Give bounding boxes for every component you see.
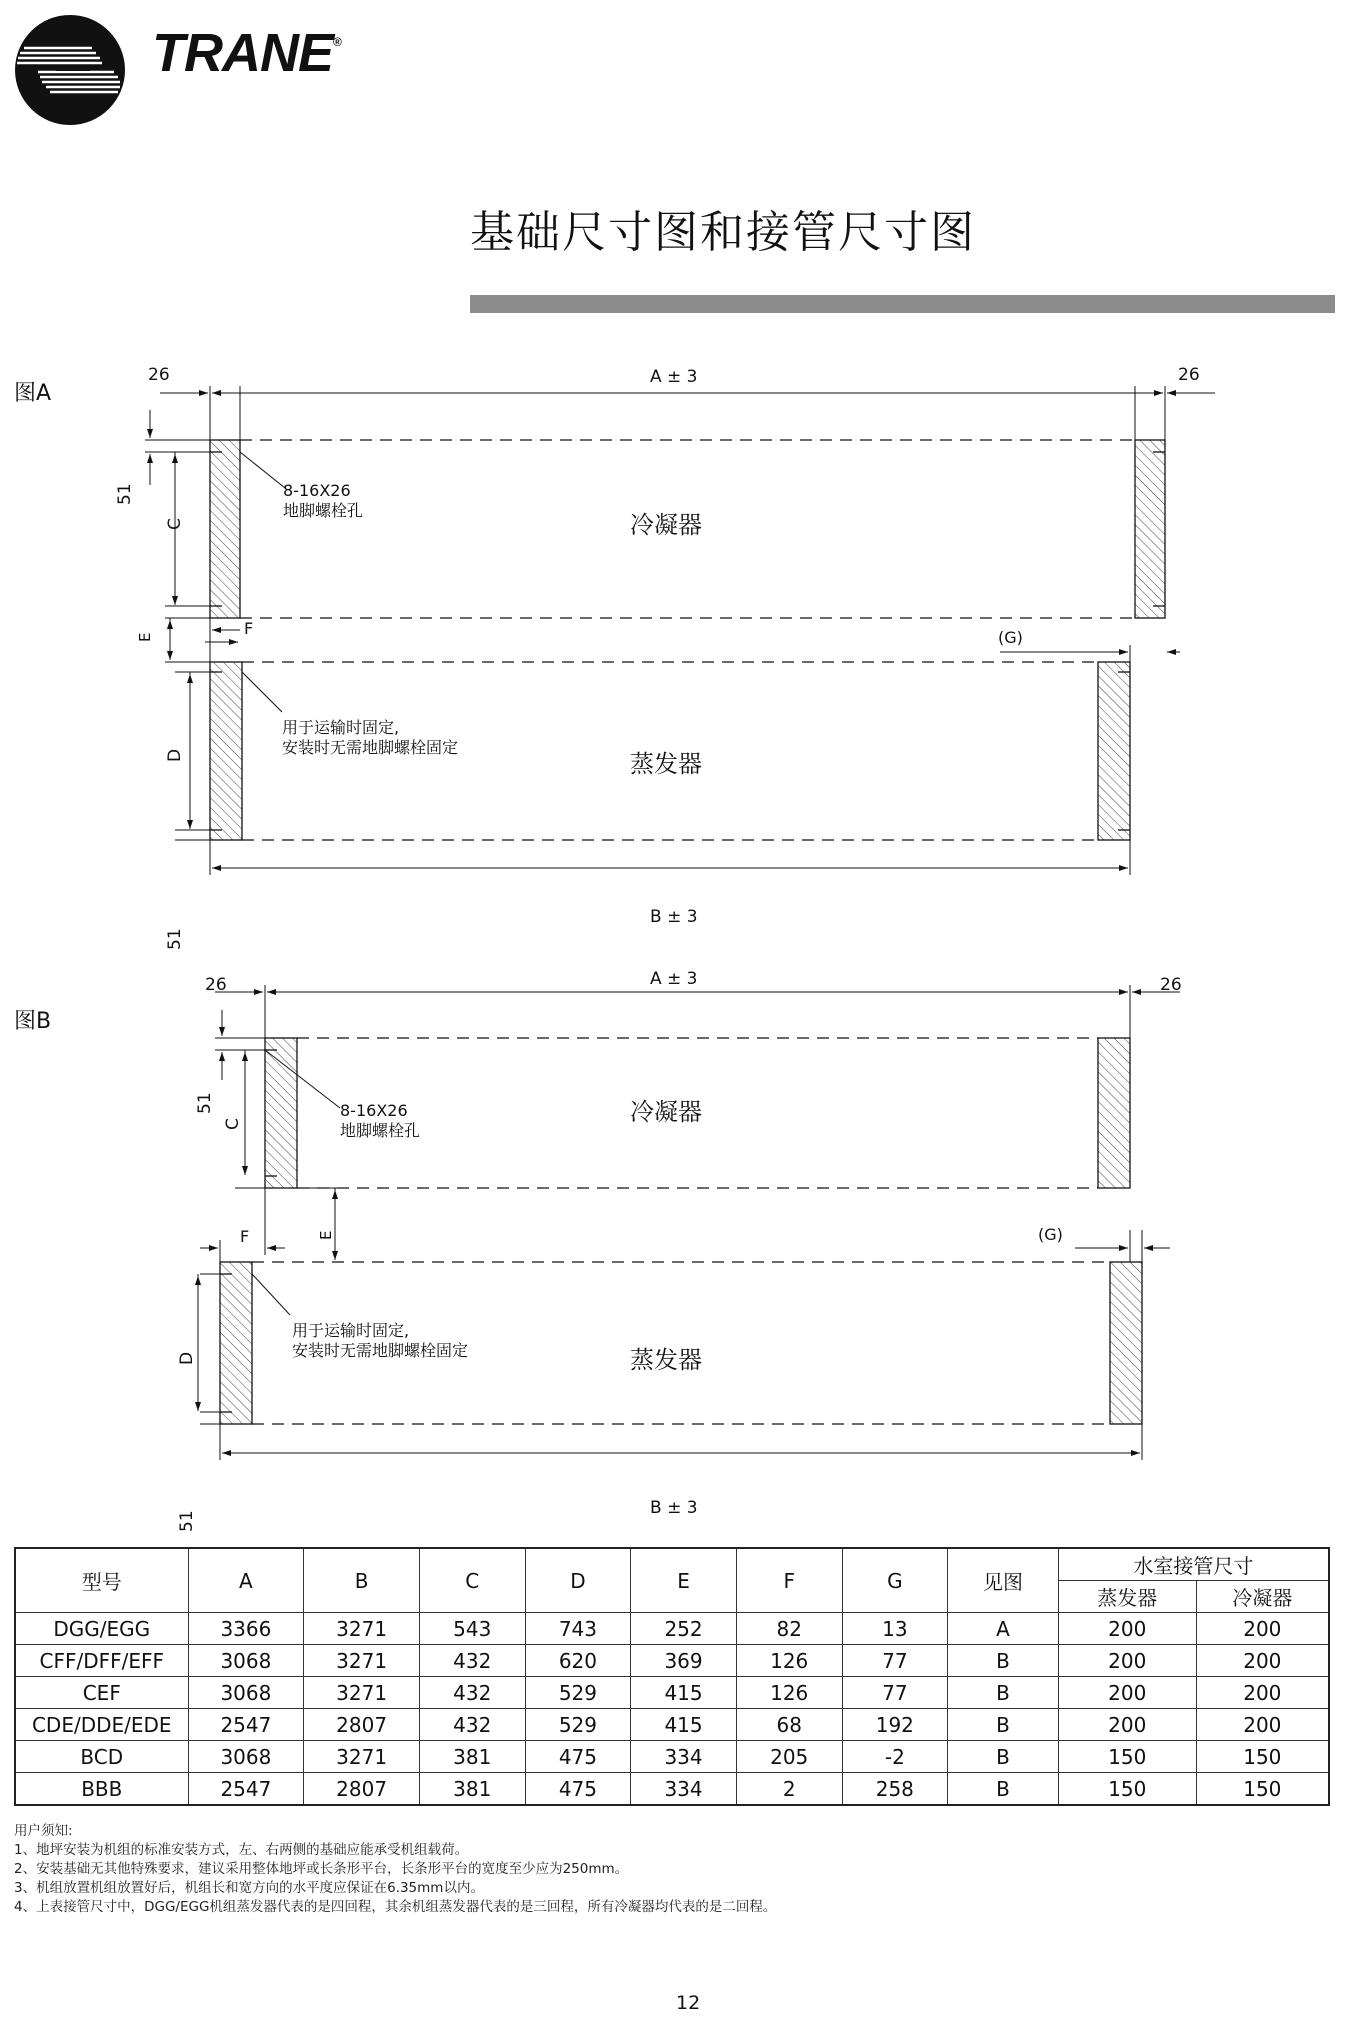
table-cell: 743 xyxy=(525,1613,631,1645)
header-e: E xyxy=(631,1548,737,1613)
fig-a-condenser-label: 冷凝器 xyxy=(630,511,702,539)
table-cell: 369 xyxy=(631,1645,737,1677)
table-cell: 77 xyxy=(842,1677,948,1709)
figure-b-labels xyxy=(177,969,1182,1532)
table-cell: CDE/DDE/EDE xyxy=(15,1709,188,1741)
fig-a-bolt-note-2: 地脚螺栓孔 xyxy=(283,501,364,520)
table-cell: 192 xyxy=(842,1709,948,1741)
table-cell: -2 xyxy=(842,1741,948,1773)
table-cell: 432 xyxy=(419,1645,525,1677)
table-cell: 3271 xyxy=(304,1645,420,1677)
table-cell: BBB xyxy=(15,1773,188,1806)
fig-b-transport-note-2: 安装时无需地脚螺栓固定 xyxy=(292,1341,469,1360)
table-cell: 2547 xyxy=(188,1773,304,1806)
fig-a-bolt-note-1: 8-16X26 xyxy=(283,481,351,500)
table-cell: 3068 xyxy=(188,1645,304,1677)
page-number: 12 xyxy=(676,1992,701,2014)
table-cell: 200 xyxy=(1058,1613,1196,1645)
header-a: A xyxy=(188,1548,304,1613)
table-cell: DGG/EGG xyxy=(15,1613,188,1645)
table-cell: 3271 xyxy=(304,1613,420,1645)
table-cell: 252 xyxy=(631,1613,737,1645)
table-cell: 77 xyxy=(842,1645,948,1677)
fig-a-dim-a: A ± 3 xyxy=(650,367,698,387)
table-cell: B xyxy=(948,1677,1059,1709)
table-cell: B xyxy=(948,1709,1059,1741)
figure-a-labels xyxy=(115,365,1200,950)
table-cell: 334 xyxy=(631,1741,737,1773)
table-cell: 3271 xyxy=(304,1677,420,1709)
table-cell: 150 xyxy=(1058,1773,1196,1806)
table-cell: 200 xyxy=(1196,1645,1329,1677)
user-notes xyxy=(14,1822,776,1917)
fig-b-bolt-note-1: 8-16X26 xyxy=(340,1101,408,1120)
header-model: 型号 xyxy=(15,1548,188,1613)
header-see-figure: 见图 xyxy=(948,1548,1059,1613)
table-cell: 529 xyxy=(525,1709,631,1741)
table-cell: 2547 xyxy=(188,1709,304,1741)
fig-b-dim-a: A ± 3 xyxy=(650,969,698,989)
table-cell: B xyxy=(948,1773,1059,1806)
table-row xyxy=(15,1645,1329,1677)
fig-a-transport-note-2: 安装时无需地脚螺栓固定 xyxy=(282,738,459,757)
table-cell: 2807 xyxy=(304,1773,420,1806)
table-header-row xyxy=(15,1548,1329,1581)
trane-logo-icon xyxy=(14,14,126,126)
table-cell: 200 xyxy=(1196,1677,1329,1709)
table-cell: 126 xyxy=(736,1645,842,1677)
fig-b-evaporator-label: 蒸发器 xyxy=(630,1346,702,1374)
table-cell: 258 xyxy=(842,1773,948,1806)
fig-b-dim-b: B ± 3 xyxy=(650,1498,698,1518)
title-underline-bar xyxy=(470,295,1335,313)
table-cell: 381 xyxy=(419,1741,525,1773)
note-item: 3、机组放置机组放置好后，机组长和宽方向的水平度应保证在6.35mm以内。 xyxy=(14,1880,484,1896)
header-evaporator: 蒸发器 xyxy=(1058,1581,1196,1613)
notes-heading: 用户须知: xyxy=(14,1823,73,1839)
note-item: 1、地坪安装为机组的标准安装方式，左、右两侧的基础应能承受机组载荷。 xyxy=(14,1842,469,1858)
table-cell: A xyxy=(948,1613,1059,1645)
figure-b-drawing xyxy=(198,985,1180,1460)
table-cell: B xyxy=(948,1645,1059,1677)
table-row xyxy=(15,1677,1329,1709)
table-cell: 415 xyxy=(631,1709,737,1741)
table-cell: 432 xyxy=(419,1709,525,1741)
header-condenser: 冷凝器 xyxy=(1196,1581,1329,1613)
fig-a-dim-c: C xyxy=(165,518,185,530)
header-g: G xyxy=(842,1548,948,1613)
table-cell: 475 xyxy=(525,1741,631,1773)
table-cell: 205 xyxy=(736,1741,842,1773)
table-cell: 432 xyxy=(419,1677,525,1709)
table-cell: CEF xyxy=(15,1677,188,1709)
table-cell: 13 xyxy=(842,1613,948,1645)
fig-a-dim-51-bottom: 51 xyxy=(165,928,185,950)
table-cell: 2807 xyxy=(304,1709,420,1741)
table-cell: BCD xyxy=(15,1741,188,1773)
table-cell: 475 xyxy=(525,1773,631,1806)
fig-b-dim-51-bottom: 51 xyxy=(177,1510,197,1532)
fig-b-condenser-label: 冷凝器 xyxy=(630,1098,702,1126)
figure-a-label: 图A xyxy=(14,381,52,406)
header-d: D xyxy=(525,1548,631,1613)
figure-b-label: 图B xyxy=(14,1009,52,1034)
table-cell: 200 xyxy=(1058,1709,1196,1741)
fig-b-bolt-note-2: 地脚螺栓孔 xyxy=(340,1121,421,1140)
table-cell: CFF/DFF/EFF xyxy=(15,1645,188,1677)
table-cell: 150 xyxy=(1058,1741,1196,1773)
table-cell: B xyxy=(948,1741,1059,1773)
table-cell: 415 xyxy=(631,1677,737,1709)
fig-b-dim-f: F xyxy=(240,1227,250,1246)
table-cell: 3068 xyxy=(188,1741,304,1773)
header-water-box: 水室接管尺寸 xyxy=(1058,1548,1329,1581)
note-item: 4、上表接管尺寸中，DGG/EGG机组蒸发器代表的是四回程，其余机组蒸发器代表的是三回程，所有冷凝器均代表的是二回程。 xyxy=(14,1899,777,1915)
fig-b-dim-c: C xyxy=(223,1118,243,1130)
table-cell: 82 xyxy=(736,1613,842,1645)
fig-b-right-offset: 26 xyxy=(1160,975,1182,995)
table-row xyxy=(15,1773,1329,1806)
fig-a-dim-f: F xyxy=(244,619,254,638)
brand-wordmark: TRANE® xyxy=(152,23,341,83)
table-cell: 543 xyxy=(419,1613,525,1645)
table-cell: 126 xyxy=(736,1677,842,1709)
header-f: F xyxy=(736,1548,842,1613)
fig-b-dim-d: D xyxy=(177,1351,197,1365)
fig-a-dim-51-top: 51 xyxy=(115,483,135,505)
fig-a-dim-e: E xyxy=(136,632,154,642)
fig-a-transport-note-1: 用于运输时固定, xyxy=(282,718,400,737)
header-b: B xyxy=(304,1548,420,1613)
table-cell: 3366 xyxy=(188,1613,304,1645)
figure-a-drawing xyxy=(145,386,1215,875)
table-cell: 620 xyxy=(525,1645,631,1677)
table-cell: 200 xyxy=(1196,1613,1329,1645)
fig-a-left-offset: 26 xyxy=(148,365,170,385)
table-cell: 200 xyxy=(1058,1645,1196,1677)
table-cell: 150 xyxy=(1196,1773,1329,1806)
table-cell: 381 xyxy=(419,1773,525,1806)
table-cell: 200 xyxy=(1058,1677,1196,1709)
table-cell: 529 xyxy=(525,1677,631,1709)
fig-a-dim-b: B ± 3 xyxy=(650,907,698,927)
fig-b-transport-note-1: 用于运输时固定, xyxy=(292,1321,410,1340)
dimension-table xyxy=(14,1547,1330,1806)
fig-b-dim-e: E xyxy=(317,1230,335,1240)
header-c: C xyxy=(419,1548,525,1613)
note-item: 2、安装基础无其他特殊要求，建议采用整体地坪或长条形平台，长条形平台的宽度至少应为250mm。 xyxy=(14,1861,629,1877)
foundation-drawing xyxy=(0,360,1345,1550)
table-cell: 68 xyxy=(736,1709,842,1741)
table-row xyxy=(15,1741,1329,1773)
table-cell: 200 xyxy=(1196,1709,1329,1741)
table-cell: 150 xyxy=(1196,1741,1329,1773)
fig-b-dim-g: (G) xyxy=(1038,1225,1063,1244)
fig-a-dim-g: (G) xyxy=(998,628,1023,647)
table-cell: 334 xyxy=(631,1773,737,1806)
table-cell: 3271 xyxy=(304,1741,420,1773)
table-row xyxy=(15,1613,1329,1645)
fig-b-left-offset: 26 xyxy=(205,975,227,995)
fig-a-dim-d: D xyxy=(165,748,185,762)
table-cell: 3068 xyxy=(188,1677,304,1709)
fig-a-evaporator-label: 蒸发器 xyxy=(630,750,702,778)
table-row xyxy=(15,1709,1329,1741)
page-title: 基础尺寸图和接管尺寸图 xyxy=(470,207,976,258)
table-cell: 2 xyxy=(736,1773,842,1806)
fig-a-right-offset: 26 xyxy=(1178,365,1200,385)
fig-b-dim-51-top: 51 xyxy=(195,1092,215,1114)
